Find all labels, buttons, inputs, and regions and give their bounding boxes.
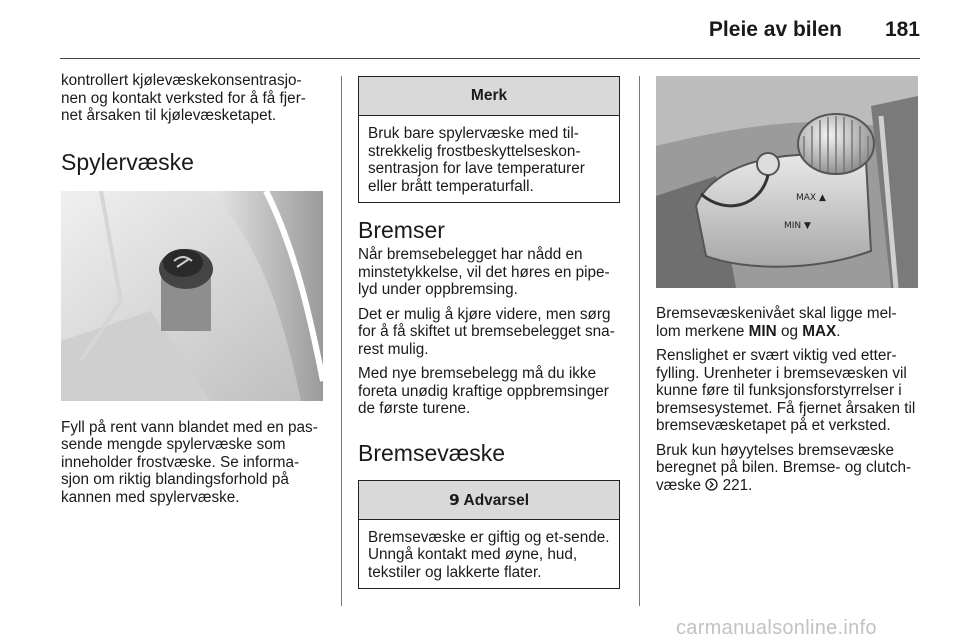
column-separator: [341, 76, 342, 606]
page-header-title: Pleie av bilen: [708, 18, 842, 41]
cleanliness-paragraph: Renslighet er svært viktig ved etter-fylling. Urenheter i bremsevæsken vil kunne føre til funksjonsforstyrrelser i bremsesystemet. Få fjernet årsaken til bremsevæsketapet på et verksted.: [656, 347, 916, 434]
washer-fluid-paragraph: Fyll på rent vann blandet med en pas-sende mengde spylervæske som inneholder frostvæske. Se informa-sjon om riktig blandingsforhold på kannen med spylervæske.: [61, 418, 318, 506]
header-rule: [60, 58, 920, 59]
watermark: carmanualsonline.info: [676, 617, 877, 639]
note-box-text: Bruk bare spylervæske med til-strekkelig frostbeskyttelseskon-sentrasjon for lave temperaturer eller brått temperaturfall.: [368, 125, 585, 195]
column-separator: [639, 76, 640, 606]
brakes-paragraph-3: Med nye bremsebelegg må du ikke foreta unødig kraftige oppbremsinger de første turene.: [358, 365, 609, 417]
warning-box: [358, 480, 620, 590]
fluid-level-text: Bremsevæskenivået skal ligge mel-lom merkene: [656, 305, 897, 340]
fluid-level-text-mid: og: [776, 322, 803, 340]
brakes-paragraph-2: Det er mulig å kjøre videre, men sørg for å få skiftet ut bremsebelegget sna-rest mulig.: [358, 305, 615, 358]
warning-box-text: Bremsevæske er giftig og et-sende. Unngå kontakt med øyne, hud, tekstiler og lakkerte flater.: [368, 528, 610, 581]
fluid-type-paragraph: [656, 442, 920, 495]
min-keyword: MIN: [748, 322, 777, 340]
max-keyword: MAX: [802, 322, 837, 340]
fluid-type-text: Bruk kun høyytelses bremsevæske beregnet på bilen. Bremse- og clutch-væske: [656, 441, 912, 494]
arrow-ref-icon: [705, 478, 718, 491]
page-reference-link[interactable]: 221: [722, 476, 749, 494]
note-box-title: Merk: [359, 77, 619, 116]
brakes-paragraph-1: Når bremsebelegget har nådd en minstetykkelse, vil det høres en pipe-lyd under oppbremsing.: [358, 246, 610, 298]
warning-box-title: [359, 481, 619, 520]
intro-paragraph: kontrollert kjølevæskekonsentrasjo-nen og kontakt verksted for å få fjer-net årsaken til kjølevæsketapet.: [61, 72, 306, 124]
section-heading-brakes: Bremser: [358, 217, 445, 243]
column-3: [656, 72, 920, 501]
note-box: [358, 76, 620, 203]
brake-fluid-reservoir-photo: [656, 76, 918, 288]
page-number: 181: [884, 18, 920, 41]
column-2: [358, 72, 622, 589]
washer-fluid-photo: [61, 191, 323, 401]
section-heading-brake-fluid: Bremsevæske: [358, 439, 505, 466]
fluid-level-text-end: .: [836, 322, 841, 340]
warning-title-text: Advarsel: [463, 491, 529, 509]
section-heading-washer-fluid: Spylervæske: [61, 148, 194, 175]
max-mark-label: MAX ▲: [796, 193, 826, 203]
min-mark-label: MIN ▼: [784, 221, 811, 231]
fluid-level-paragraph: [656, 305, 920, 340]
column-1: [61, 72, 325, 513]
fluid-type-text-end: .: [748, 476, 753, 494]
warning-triangle-icon: 9: [448, 490, 460, 509]
